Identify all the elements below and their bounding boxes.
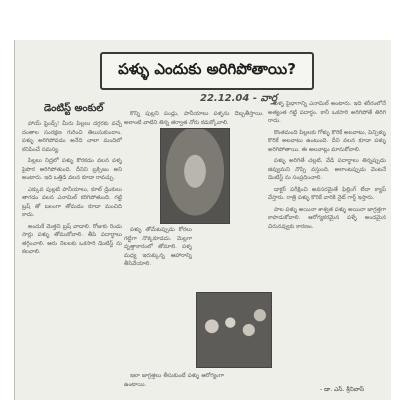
paragraph: పాల పళ్ళు అయినా శాశ్వత పళ్ళు అయినా జాగ్రత్తగా కాపాడుకోవాలి. ఆరోగ్యకరమైన పళ్ళే అందమైన చిరునవ్వుకు కారణం.: [268, 206, 386, 230]
article-column-1: [22, 120, 122, 398]
paragraph: ఇలా జాగ్రత్తలు తీసుకుంటే పళ్ళు ఆరోగ్యంగా ఉంటాయి.: [124, 373, 224, 388]
paragraph: ఎక్కువ పుల్లటి పానీయాలు, కూల్ డ్రింకులు తాగడం వలన ఎనామిల్ కరిగిపోతుంది. గట్టి బ్రష్ తో బలంగా తోమడం కూడా మంచిది కాదు.: [22, 186, 122, 218]
article-column-2-middle: [124, 226, 192, 316]
paragraph: పళ్ళ పైభాగాన్ని ఎనామిల్ అంటారు. ఇది శరీరంలోనే అత్యంత గట్టి పదార్థం. కానీ ఒకసారి అరిగిపోతే తిరిగి రాదు.: [268, 101, 386, 124]
paragraph: హాయ్ ఫ్రెండ్స్! మీరు పిల్లలు దగ్గరకు వచ్చే దంతాల సంరక్షణ గురించి తెలుసుకుందాం. పళ్ళు అరిగిపోవడం అనేది చాలా మందిలో కనిపించే సమస్య.: [22, 121, 122, 153]
article-byline: డెంటిస్ట్ అంకుల్: [44, 103, 104, 114]
paragraph: కొన్ని పుల్లని పండ్లు, పానీయాలు పళ్ళను దెబ్బతీస్తాయి. అలాంటి వాటిని తిన్న తర్వాత నోరు కడుక్కోవాలి.: [124, 111, 264, 126]
article-column-2-bottom: [124, 372, 224, 398]
scan-margin: [0, 0, 14, 400]
child-face-photo: [160, 128, 230, 224]
children-group-photo: [196, 292, 272, 368]
handwritten-date: 22.12.04 - వార్త: [200, 93, 277, 104]
paragraph: పళ్ళు తోమేటప్పుడు కోరలు గట్టిగా నొక్కకూడదు. మెల్లగా వృత్తాకారంలో తోమాలి. పళ్ళ మధ్య ఇరుక్కున్న ఆహారాన్ని తీసివేయాలి.: [124, 227, 192, 267]
paragraph: పిల్లలు నిద్రలో పళ్ళు కొరకడం వలన పళ్ళ పైపొర అరిగిపోతుంది. దీనిని బ్రక్సిజం అని అంటారు. ఇది ఒత్తిడి వలన కూడా రావచ్చు.: [22, 158, 122, 181]
paragraph: అందుకే మెత్తని బ్రష్ వాడాలి. రోజుకు రెండు సార్లు పళ్ళు తోముకోవాలి. తీపి పదార్థాలు తగ్గించాలి. ఆరు నెలలకు ఒకసారి డెంటిస్ట్ ను కలవాలి.: [22, 223, 122, 255]
paragraph: డాక్టర్ పరీక్షించి అవసరమైతే ఫిల్లింగ్ లేదా క్యాప్ వేస్తారు. రాత్రి పళ్ళు కొరికే వారికి నైట్ గార్డ్ ఇస్తారు.: [268, 186, 386, 201]
paragraph: కొంతమంది పిల్లలకు గోళ్ళు కొరికే అలవాటు, పెన్సిళ్ళు కొరికే అలవాటు ఉంటుంది. దీని వలన కూడా పళ్ళు అరిగిపోతాయి. ఈ అలవాట్లు మానుకోవాలి.: [268, 129, 386, 153]
article-headline: పళ్ళు ఎందుకు అరిగిపోతాయి?: [100, 52, 314, 90]
author-signature: - డా. ఎస్. శ్రీనివాస్: [320, 386, 365, 393]
article-column-3: [268, 100, 386, 398]
paragraph: పళ్ళు అరిగితే చల్లటి, వేడి పదార్థాలు తిన్నప్పుడు జివ్వుమని నొప్పి వస్తుంది. అలాంటప్పుడు వెంటనే డెంటిస్ట్ ను సంప్రదించాలి.: [268, 158, 386, 181]
